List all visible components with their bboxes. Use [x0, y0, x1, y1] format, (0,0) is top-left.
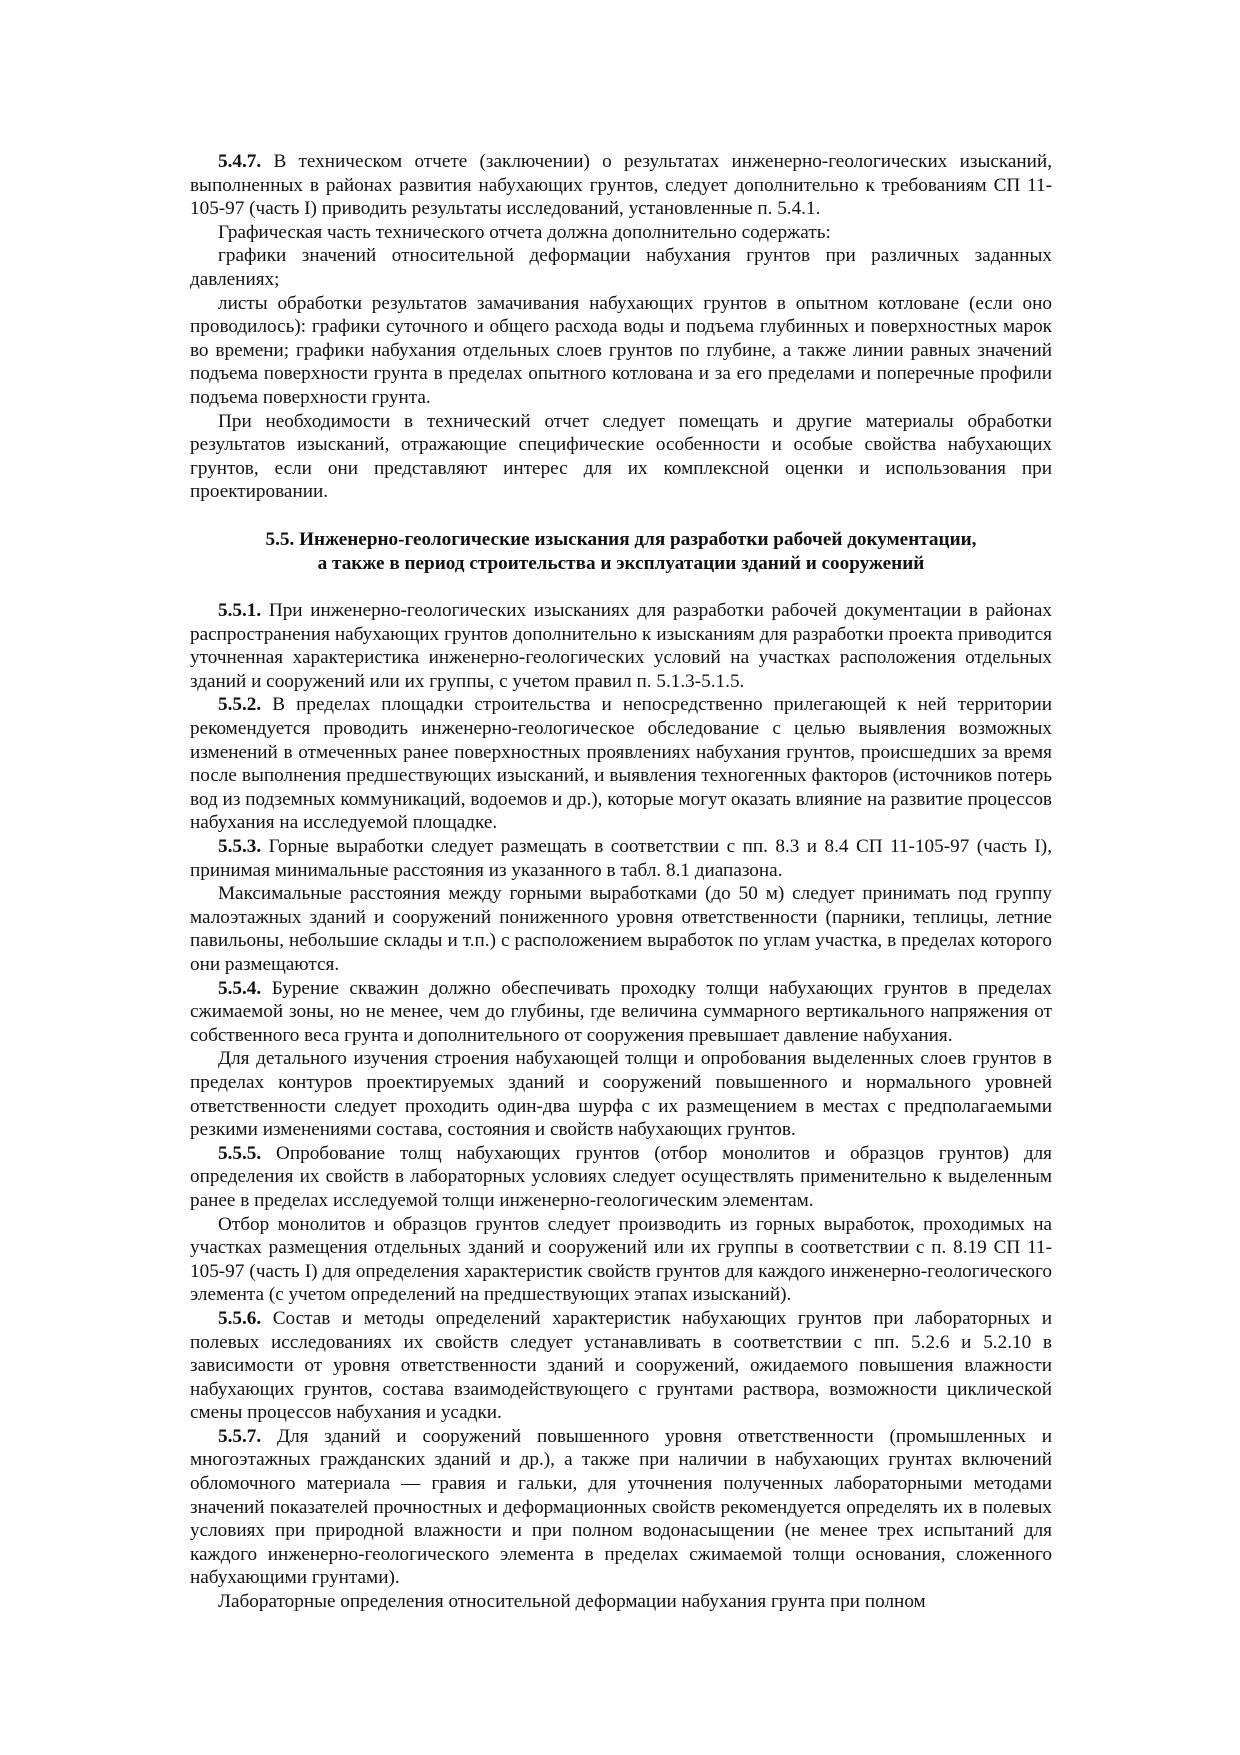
paragraph-5-5-1 — [190, 599, 1052, 693]
paragraph-5-5-7 — [190, 1425, 1052, 1590]
paragraph-5-4-7 — [190, 150, 1052, 221]
heading-line-1: 5.5. Инженерно-геологические изыскания для разработки рабочей документации, — [265, 528, 977, 550]
paragraph-5-5-3 — [190, 835, 1052, 882]
paragraph-5-5-2 — [190, 693, 1052, 835]
paragraph-text: Бурение скважин должно обеспечивать проходку толщи набухающих грунтов в пределах сжимаемой зоны, но не менее, чем до глубины, где величина суммарного вертикального напряжения от собственного веса грунта и дополнительного от сооружения превышает давление набухания. — [190, 977, 1052, 1046]
section-number: 5.5.4. — [218, 977, 262, 999]
paragraph: Лабораторные определения относительной деформации набухания грунта при полном — [218, 1591, 926, 1613]
section-number: 5.5.2. — [218, 694, 262, 716]
paragraph-text: Состав и методы определений характеристик набухающих грунтов при лабораторных и полевых исследованиях их свойств следует устанавливать в соответствии с пп. 5.2.6 и 5.2.10 в зависимости от уровня ответственности зданий и сооружений, ожидаемого повышения влажности набухающих грунтов, состава взаимодействующего с грунтами раствора, возможности циклической смены процессов набухания и усадки. — [190, 1307, 1052, 1424]
paragraph: Максимальные расстояния между горными выработками (до 50 м) следует принимать под группу малоэтажных зданий и сооружений пониженного уровня ответственности (парники, теплицы, летние павильоны, небольшие склады и т.п.) с расположением выработок по углам участка, в пределах которого они размещаются. — [190, 883, 1052, 975]
section-number: 5.5.1. — [218, 600, 262, 622]
document-page — [190, 150, 1052, 1614]
paragraph: Графическая часть технического отчета должна дополнительно содержать: — [218, 221, 831, 243]
paragraph: листы обработки результатов замачивания набухающих грунтов в опытном котловане (если оно проводилось): графики суточного и общего расхода воды и подъема глубинных и поверхностных марок во времени; графики набухания отдельных слоев грунтов по глубине, а также линии равных значений подъема поверхности грунта в пределах опытного котлована и за его пределами и поперечные профили подъема поверхности грунта. — [190, 292, 1052, 408]
paragraph-text: Горные выработки следует размещать в соответствии с пп. 8.3 и 8.4 СП 11-105-97 (часть I), принимая минимальные расстояния из указанного в табл. 8.1 диапазона. — [190, 836, 1052, 881]
paragraph: Отбор монолитов и образцов грунтов следует производить из горных выработок, проходимых на участках размещения отдельных зданий и сооружений или их группы в соответствии с п. 8.19 СП 11-105-97 (часть I) для определения характеристик свойств грунтов для каждого инженерно-геологического элемента (с учетом определений на предшествующих этапах изысканий). — [190, 1213, 1052, 1306]
paragraph-text: Для зданий и сооружений повышенного уровня ответственности (промышленных и многоэтажных гражданских зданий и др.), а также при наличии в набухающих грунтах включений обломочного материала — гравия и гальки, для уточнения полученных лабораторными методами значений показателей прочностных и деформационных свойств рекомендуется определять их в полевых условиях при природной влажности и при полном водонасыщении (не менее трех испытаний для каждого инженерно-геологического элемента в пределах сжимаемой толщи основания, сложенного набухающими грунтами). — [190, 1425, 1052, 1589]
section-number: 5.4.7. — [218, 151, 262, 172]
paragraph-text: В пределах площадки строительства и непосредственно прилегающей к ней территории рекомендуется проводить инженерно-геологическое обследование с целью выявления возможных изменений в отмеченных ранее поверхностных проявлениях набухания грунтов, происшедших за время после выполнения предшествующих изысканий, и выявления техногенных факторов (источников потерь вод из подземных коммуникаций, водоемов и др.), которые могут оказать влияние на развитие процессов набухания на исследуемой площадке. — [190, 694, 1052, 834]
paragraph-text: В техническом отчете (заключении) о результатах инженерно-геологических изысканий, выполненных в районах развития набухающих грунтов, следует дополнительно к требованиям СП 11-105-97 (часть I) приводить результаты исследований, установленные п. 5.4.1. — [190, 151, 1052, 220]
section-number: 5.5.7. — [218, 1425, 262, 1447]
paragraph-text: Опробование толщ набухающих грунтов (отбор монолитов и образцов грунтов) для определения их свойств в лабораторных условиях следует осуществлять применительно к выделенным ранее в пределах исследуемой толщи инженерно-геологическим элементам. — [190, 1142, 1052, 1211]
paragraph-5-5-4 — [190, 977, 1052, 1048]
paragraph: графики значений относительной деформации набухания грунтов при различных заданных давлениях; — [190, 245, 1052, 290]
heading-line-2: а также в период строительства и эксплуатации зданий и сооружений — [317, 552, 925, 574]
section-number: 5.5.5. — [218, 1142, 262, 1164]
paragraph-5-5-6 — [190, 1307, 1052, 1425]
section-number: 5.5.6. — [218, 1307, 262, 1329]
section-heading-5-5 — [190, 528, 1052, 575]
paragraph: При необходимости в технический отчет следует помещать и другие материалы обработки результатов изысканий, отражающие специфические особенности и особые свойства набухающих грунтов, если они представляют интерес для их комплексной оценки и использования при проектировании. — [190, 410, 1052, 503]
section-number: 5.5.3. — [218, 836, 262, 858]
paragraph-5-5-5 — [190, 1142, 1052, 1213]
paragraph: Для детального изучения строения набухающей толщи и опробования выделенных слоев грунтов в пределах контуров проектируемых зданий и сооружений повышенного и нормального уровней ответственности следует проходить один-два шурфа с их размещением в местах с предполагаемыми резкими изменениями состава, состояния и свойств набухающих грунтов. — [190, 1048, 1052, 1141]
paragraph-text: При инженерно-геологических изысканиях для разработки рабочей документации в районах распространения набухающих грунтов дополнительно к изысканиям для разработки проекта приводится уточненная характеристика инженерно-геологических условий на участках расположения отдельных зданий и сооружений или их группы, с учетом правил п. 5.1.3-5.1.5. — [190, 600, 1052, 692]
